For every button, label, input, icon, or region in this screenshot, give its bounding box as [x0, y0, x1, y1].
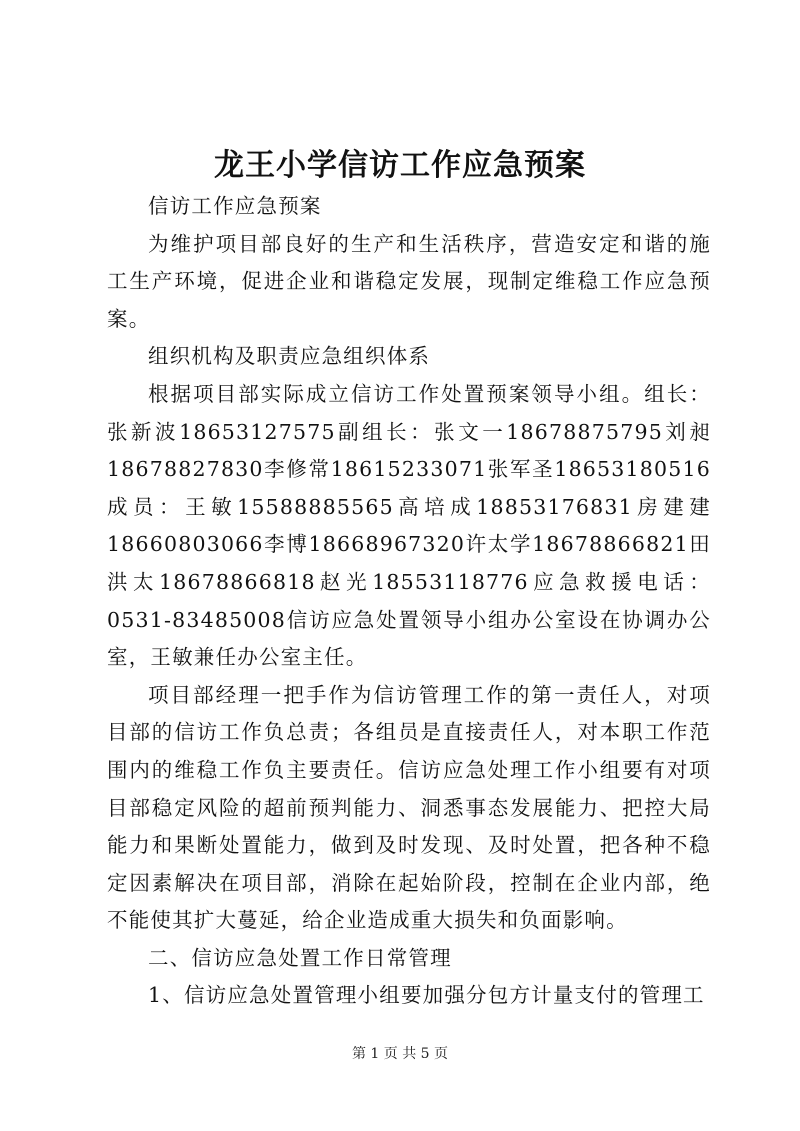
paragraph-item-one: 1、信访应急处置管理小组要加强分包方计量支付的管理工 [148, 983, 705, 1008]
page-number-footer: 第 1 页 共 5 页 [351, 1046, 449, 1062]
paragraph-subtitle: 信访工作应急预案 [148, 194, 322, 218]
paragraph-section-heading: 组织机构及职责应急组织体系 [148, 344, 431, 369]
document-title: 龙王小学信访工作应急预案 [214, 148, 586, 183]
paragraph-section-two-heading: 二、信访应急处置工作日常管理 [148, 945, 452, 970]
paragraph-responsibility: 项目部经理一把手作为信访管理工作的第一责任人，对项目部的信访工作负总责；各组员是直接责任人，对本职工作范围内的维稳工作负主要责任。信访应急处理工作小组要有对项目部稳定风险的超前预判能力、洞悉事态发展能力、把控大局能力和果断处置能力，做到及时发现、及时处置，把各种不稳定因素解决在项目部，消除在起始阶段，控制在企业内部，绝不能使其扩大蔓延，给企业造成重大损失和负面影响。 [107, 682, 711, 933]
paragraph-purpose: 为维护项目部良好的生产和生活秩序，营造安定和谐的施工生产环境，促进企业和谐稳定发展，现制定维稳工作应急预案。 [107, 231, 711, 331]
document-body [107, 188, 711, 1015]
paragraph-leadership-group: 根据项目部实际成立信访工作处置预案领导小组。组长：张新波18653127575副组长：张文一18678875795刘昶18678827830李修常18615233071张军圣18653180516成员：王敏15588885565高培成18853176831房建建18660803066李博18668967320许太学18678866821田洪太18678866818赵光18553118776应急救援电话：0531-83485008信访应急处置领导小组办公室设在协调办公室，王敏兼任办公室主任。 [107, 381, 711, 670]
